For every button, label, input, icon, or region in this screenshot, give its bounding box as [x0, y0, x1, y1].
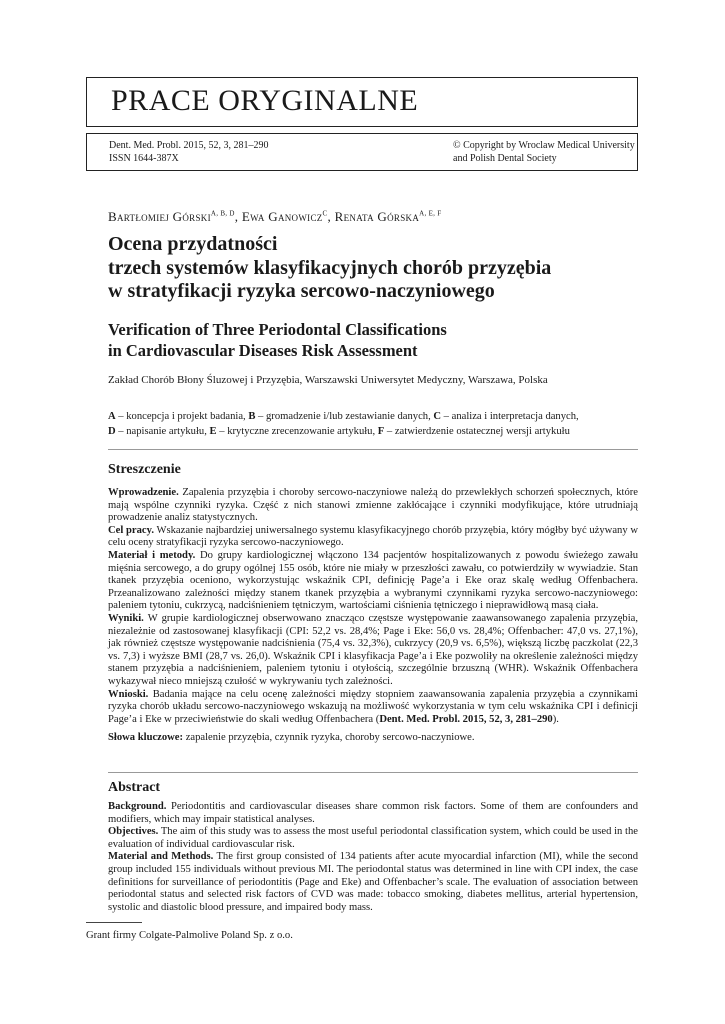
- abstract-heading: Abstract: [108, 780, 161, 795]
- contribution-legend: [108, 410, 640, 439]
- section-header-box: [86, 77, 638, 127]
- contrib-key: A: [108, 411, 116, 422]
- journal-citation: [109, 139, 268, 165]
- paragraph-text: The first group consisted of 134 patients after acute myocardial infarction (MI), while the second group included 155 individuals without previous MI. The periodontal status was determined in line with CPI index, the case definitions for surveillance of periodontitis (Page and Eke) and Offenbacher’s scale. The evaluation of association between periodontal status and selected risk factors of CVD was made: tobacco smoking, diabetes mellitus, arterial hypertension, systolic and diastolic blood pressure, and impaired body mass.: [108, 851, 638, 913]
- abstract-paragraph: [108, 801, 638, 826]
- paragraph-label: Background.: [108, 801, 167, 812]
- keywords-text: zapalenie przyzębia, czynnik ryzyka, choroby sercowo-naczyniowe.: [183, 732, 475, 744]
- contrib-key: D: [108, 425, 116, 437]
- paragraph-text: Zapalenia przyzębia i choroby sercowo-naczyniowe należą do przewlekłych schorzeń społecznych, które mają wspólne czynniki ryzyka. Część z nich stanowi zmienne zakłócające i czynniki modyfikujące, które utrudniają prowadzenie analiz statystycznych.: [108, 487, 638, 524]
- keywords-label: Słowa kluczowe:: [108, 732, 184, 744]
- divider: [108, 449, 638, 450]
- author-role-sup: A, E, F: [419, 209, 442, 218]
- author-name: Bartłomiej Górski: [108, 209, 211, 224]
- contrib-key: E: [209, 425, 217, 437]
- journal-line: Dent. Med. Probl. 2015, 52, 3, 281–290: [109, 140, 269, 151]
- author-name: Ewa Ganowicz: [241, 209, 323, 224]
- abstract-paragraph: [108, 487, 638, 525]
- paragraph-label: Material and Methods.: [108, 851, 214, 863]
- contrib-text: – gromadzenie i/lub zestawianie danych,: [255, 411, 434, 422]
- issn-line: ISSN 1644-387X: [109, 153, 179, 164]
- affiliation: Zakład Chorób Błony Śluzowej i Przyzębia, Warszawski Uniwersytet Medyczny, Warszawa, Polska: [108, 374, 548, 386]
- title-english: [108, 320, 648, 361]
- citation: Dent. Med. Probl. 2015, 52, 3, 281–290: [379, 713, 553, 725]
- contrib-key: B: [248, 411, 256, 422]
- title-line: Verification of Three Periodontal Classifications: [108, 320, 447, 339]
- contrib-text: – krytyczne zrecenzowanie artykułu,: [216, 425, 378, 437]
- paragraph-label: Cel pracy.: [108, 524, 154, 536]
- author-role-sup: C: [322, 209, 328, 218]
- keywords: [108, 732, 638, 745]
- paragraph-text: W grupie kardiologicznej obserwowano znacząco częstsze występowanie zaawansowanego zapalenia przyzębia, niezależnie od zastosowanej klasyfikacji (CPI: 52,2 vs. 28,4%; Page i Eke: 56,0 vs. 28,4%; Offenbacher: 47,0 vs. 27,1%), jak również częstsze występowanie nadciśnienia (75,4 vs. 32,3%), cukrzycy (20,9 vs. 6,5%), większą liczbę paczkolat (22,3 vs. 7,3) i wyższe BMI (28,7 vs. 26,0). Wskaźnik CPI i klasyfikacja Page’a i Eke pozwoliły na określenie zależności między stanem przyzębia a nadciśnieniem, paleniem tytoniu i otyłością, szczególnie brzuszną (WHR). Wskaźnik Offenbachera wykazywał nieco mniejszą czułość w wykrywaniu tych zależności.: [108, 612, 638, 687]
- paragraph-text: Do grupy kardiologicznej włączono 134 pacjentów hospitalizowanych z powodu świeżego zawału mięśnia sercowego, a do grupy ogólnej 155 osób, które nie miały w przeszłości zawału, co potwierdziły w wywiadzie. Stan tkanek przyzębia oceniono, wykorzystując wskaźnik CPI, definicję Page’a i Eke oraz skalę według Offenbachera. Przeanalizowano zależności między stanem tkanek przyzębia a wybranymi czynnikami ryzyka sercowo-naczyniowego: paleniem tytoniu, cukrzycą, nadciśnieniem tętniczym, wartościami ciśnienia tętniczego i nieprawidłową masą ciała.: [108, 549, 638, 612]
- author-role-sup: A, B, D: [210, 209, 235, 218]
- copyright-line: and Polish Dental Society: [453, 153, 557, 164]
- paragraph-text: The aim of this study was to assess the most useful periodontal classification system, which could be used in the evaluation of individual cardiovascular risk.: [108, 826, 638, 850]
- paragraph-label: Wnioski.: [108, 688, 149, 700]
- section-title: PRACE ORYGINALNE: [111, 84, 419, 117]
- paragraph-label: Objectives.: [108, 826, 159, 838]
- author-name: Renata Górska: [334, 209, 420, 224]
- paragraph-label: Wprowadzenie.: [108, 487, 179, 498]
- footnote-rule: [86, 922, 142, 923]
- paragraph-label: Materiał i metody.: [108, 549, 196, 561]
- paragraph-label: Wyniki.: [108, 612, 144, 624]
- abstract-paragraph: [108, 689, 638, 727]
- abstract-paragraph: [108, 525, 638, 550]
- contrib-key: C: [433, 411, 442, 422]
- paragraph-text: Periodontitis and cardiovascular diseases share common risk factors. Some of them are confounders and modifiers, which may impair statistical analyses.: [108, 801, 638, 825]
- author-list: Bartłomiej Górski$^{A, B, D}$, Ewa Ganowicz$^C$, Renata Górska$^{A, E, F}$: [108, 209, 442, 224]
- streszczenie-heading: Streszczenie: [108, 462, 181, 477]
- paragraph-text: Badania mające na celu ocenę zależności między stopniem zaawansowania zapalenia przyzębia a czynnikami ryzyka chorób układu sercowo-naczyniowego wskazują na możliwość wykorzystania w tym celu wskaźnika CPI i definicji Page’a i Eke w przeciwieństwie do skali według Offenbachera (: [108, 688, 638, 725]
- streszczenie-body: [108, 487, 638, 745]
- abstract-paragraph: [108, 613, 638, 689]
- contrib-text: – koncepcja i projekt badania,: [115, 411, 249, 422]
- copyright-line: © Copyright by Wroclaw Medical University: [453, 140, 635, 151]
- contrib-text: – napisanie artykułu,: [115, 425, 210, 437]
- paragraph-text: ).: [552, 713, 559, 725]
- contrib-text: – analiza i interpretacja danych,: [441, 411, 579, 422]
- divider: [108, 772, 638, 773]
- abstract-paragraph: [108, 826, 638, 851]
- contrib-key: F: [377, 425, 385, 437]
- title-line: trzech systemów klasyfikacyjnych chorób przyzębia: [108, 256, 552, 279]
- title-line: Ocena przydatności: [108, 233, 278, 255]
- abstract-paragraph: [108, 550, 638, 613]
- title-line: w stratyfikacji ryzyka sercowo-naczyniowego: [108, 280, 495, 302]
- copyright-notice: [453, 139, 635, 165]
- paragraph-text: Wskazanie najbardziej uniwersalnego systemu klasyfikacyjnego chorób przyzębia, który mógłby być używany w celu oceny stratyfikacji ryzyka sercowo-naczyniowego.: [108, 524, 639, 549]
- journal-meta-box: [86, 133, 638, 171]
- footnote: Grant firmy Colgate-Palmolive Poland Sp. z o.o.: [86, 930, 293, 941]
- title-polish: [108, 233, 648, 304]
- abstract-body: [108, 801, 638, 914]
- abstract-paragraph: [108, 851, 638, 914]
- title-line: in Cardiovascular Diseases Risk Assessment: [108, 340, 418, 360]
- contrib-text: – zatwierdzenie ostatecznej wersji artykułu: [384, 425, 570, 437]
